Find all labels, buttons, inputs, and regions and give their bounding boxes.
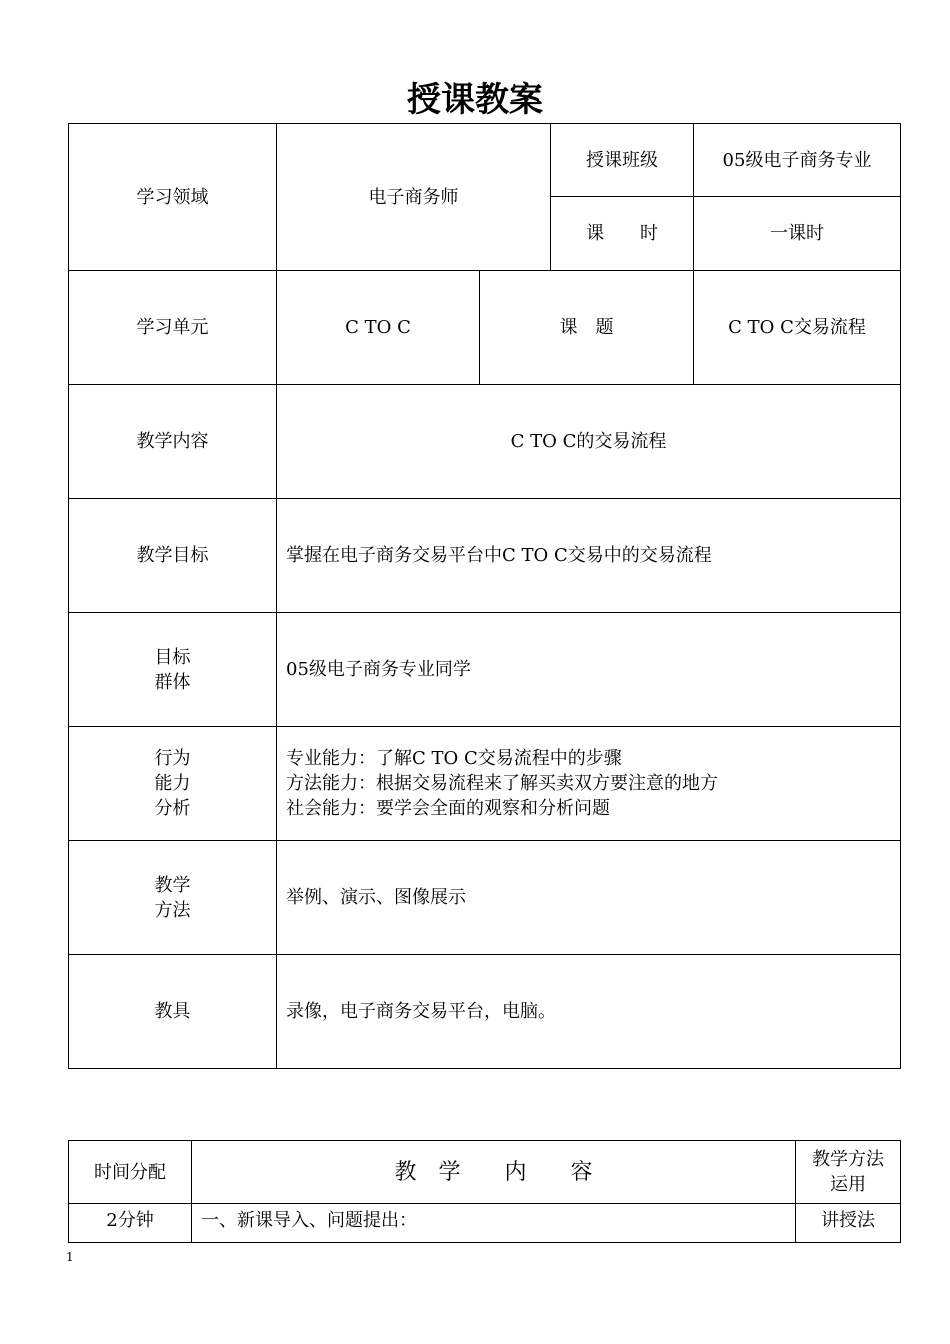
unit-value: C TO C <box>277 271 480 385</box>
page-number: 1 <box>66 1250 74 1264</box>
topic-label: 课 题 <box>480 271 694 385</box>
group-label-line: 目标 <box>154 646 191 668</box>
method-label-line: 方法 <box>154 899 191 921</box>
content-value: C TO C的交易流程 <box>277 385 901 499</box>
content-label: 教学内容 <box>69 385 277 499</box>
group-label <box>69 613 277 727</box>
method-header-line: 教学方法 <box>812 1149 884 1170</box>
hours-label: 课 时 <box>551 197 694 271</box>
field-label: 学习领域 <box>69 124 277 271</box>
goal-value: 掌握在电子商务交易平台中C TO C交易中的交易流程 <box>277 499 901 613</box>
method-label-line: 教学 <box>154 874 191 896</box>
ability-label <box>69 727 277 841</box>
ability-line: 社会能力：要学会全面的观察和分析问题 <box>286 798 610 819</box>
method-value: 举例、演示、图像展示 <box>277 841 901 955</box>
lesson-info-table <box>68 123 901 1069</box>
group-label-line: 群体 <box>154 671 191 693</box>
topic-value: C TO C交易流程 <box>694 271 901 385</box>
group-value: 05级电子商务专业同学 <box>277 613 901 727</box>
hours-value: 一课时 <box>694 197 901 271</box>
ability-label-line: 分析 <box>154 798 191 819</box>
tools-label: 教具 <box>69 955 277 1069</box>
row-method: 讲授法 <box>796 1204 901 1243</box>
ability-label-line: 能力 <box>154 773 191 794</box>
ability-label-line: 行为 <box>154 748 191 769</box>
tools-value: 录像，电子商务交易平台，电脑。 <box>277 955 901 1069</box>
goal-label: 教学目标 <box>69 499 277 613</box>
page-title: 授课教案 <box>407 80 543 120</box>
row-time: 2分钟 <box>69 1204 192 1243</box>
content-header: 教 学 内 容 <box>192 1141 796 1204</box>
unit-label: 学习单元 <box>69 271 277 385</box>
ability-value <box>277 727 901 841</box>
class-value: 05级电子商务专业 <box>694 124 901 197</box>
class-label: 授课班级 <box>551 124 694 197</box>
field-value: 电子商务师 <box>277 124 551 271</box>
method-label <box>69 841 277 955</box>
schedule-table <box>68 1140 901 1243</box>
table-row <box>69 1204 901 1243</box>
method-header-line: 运用 <box>830 1174 866 1195</box>
ability-line: 专业能力：了解C TO C交易流程中的步骤 <box>286 748 622 769</box>
row-content: 一、新课导入、问题提出： <box>192 1204 796 1243</box>
ability-line: 方法能力：根据交易流程来了解买卖双方要注意的地方 <box>286 773 718 794</box>
method-header <box>796 1141 901 1204</box>
time-header: 时间分配 <box>69 1141 192 1204</box>
